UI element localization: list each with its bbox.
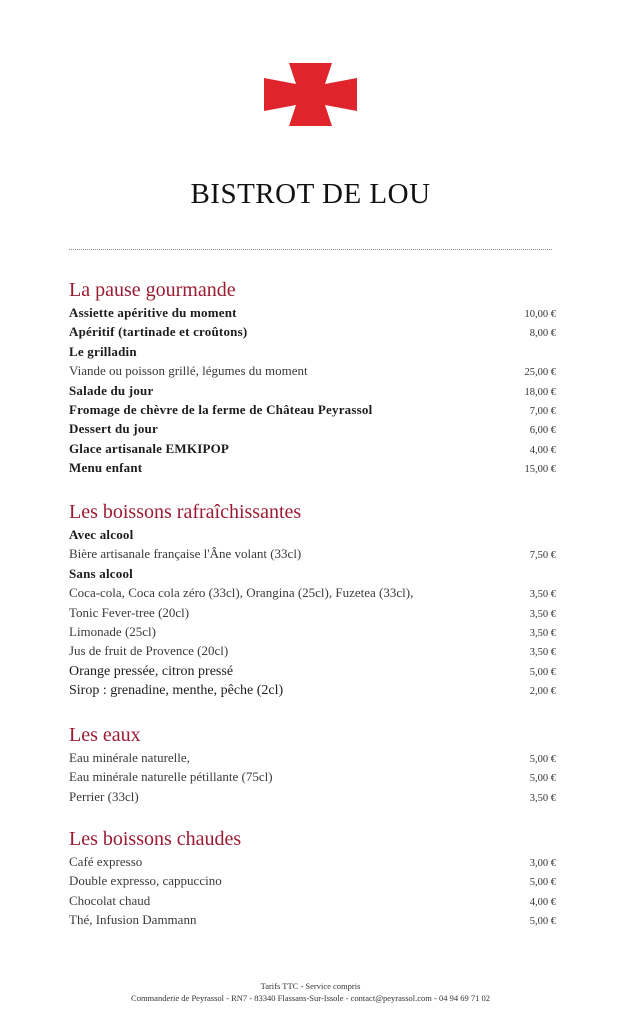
section-title: Les boissons chaudes bbox=[69, 828, 242, 850]
item-label: Jus de fruit de Provence (20cl) bbox=[69, 643, 229, 659]
item-label: Sirop : grenadine, menthe, pêche (2cl) bbox=[69, 683, 284, 699]
item-price: 4,00 € bbox=[529, 444, 556, 456]
item-price: 25,00 € bbox=[524, 367, 556, 379]
section-eaux bbox=[69, 723, 556, 806]
menu-item bbox=[69, 419, 556, 438]
item-label: Chocolat chaud bbox=[69, 892, 151, 908]
red-cross-logo-icon bbox=[264, 63, 357, 126]
item-price: 5,00 € bbox=[529, 916, 556, 928]
item-price: 7,50 € bbox=[529, 550, 556, 562]
menu-item bbox=[69, 787, 556, 806]
menu-item bbox=[69, 400, 556, 419]
menu-item bbox=[69, 439, 556, 458]
section-pause-gourmande bbox=[69, 278, 556, 478]
item-label: Fromage de chèvre de la ferme de Château Peyrassol bbox=[69, 401, 373, 417]
item-price: 2,00 € bbox=[529, 686, 556, 698]
menu-item bbox=[69, 381, 556, 400]
item-label: Perrier (33cl) bbox=[69, 788, 139, 804]
menu-subheading bbox=[69, 564, 556, 583]
menu-item bbox=[69, 910, 556, 929]
item-price: 18,00 € bbox=[524, 386, 556, 398]
item-label: Viande ou poisson grillé, légumes du moment bbox=[69, 363, 308, 379]
item-label: Coca-cola, Coca cola zéro (33cl), Orangina (25cl), Fuzetea (33cl), bbox=[69, 585, 414, 601]
menu-item bbox=[69, 603, 556, 622]
item-price: 5,00 € bbox=[529, 773, 556, 785]
item-label: Thé, Infusion Dammann bbox=[69, 912, 197, 928]
item-label: Le grilladin bbox=[69, 343, 137, 359]
item-label: Bière artisanale française l'Âne volant (33cl) bbox=[69, 546, 302, 562]
menu-item bbox=[69, 767, 556, 786]
menu-item bbox=[69, 748, 556, 767]
menu-item bbox=[69, 622, 556, 641]
item-price: 8,00 € bbox=[529, 328, 556, 340]
item-label: Tonic Fever-tree (20cl) bbox=[69, 604, 190, 620]
menu-item bbox=[69, 583, 556, 602]
item-label: Salade du jour bbox=[69, 382, 154, 398]
menu-item bbox=[69, 544, 556, 563]
menu-subheading bbox=[69, 525, 556, 544]
item-label: Glace artisanale EMKIPOP bbox=[69, 440, 230, 456]
footer bbox=[0, 980, 621, 1004]
section-boissons-chaudes bbox=[69, 827, 556, 930]
item-price: 4,00 € bbox=[529, 896, 556, 908]
item-label: Menu enfant bbox=[69, 460, 143, 476]
section-title: La pause gourmande bbox=[69, 279, 236, 301]
menu-item bbox=[69, 680, 556, 699]
item-price: 6,00 € bbox=[529, 425, 556, 437]
dotted-divider bbox=[69, 249, 552, 250]
item-label: Assiette apéritive du moment bbox=[69, 305, 237, 320]
menu-item bbox=[69, 322, 556, 341]
footer-contact-info: Commanderie de Peyrassol - RN7 - 83340 Flassans-Sur-Issole - contact@peyrassol.com - 04 94 69 71 02 bbox=[131, 993, 490, 1003]
item-price: 15,00 € bbox=[524, 464, 556, 476]
item-price: 5,00 € bbox=[529, 754, 556, 765]
menu-item bbox=[69, 361, 556, 380]
menu-item bbox=[69, 871, 556, 890]
item-price: 3,50 € bbox=[529, 627, 556, 639]
item-label: Café expresso bbox=[69, 854, 143, 869]
item-label: Apéritif (tartinade et croûtons) bbox=[69, 324, 248, 340]
section-title: Les eaux bbox=[69, 724, 141, 746]
menu-item bbox=[69, 303, 556, 322]
footer-pricing-note: Tarifs TTC - Service compris bbox=[260, 981, 361, 991]
item-label: Limonade (25cl) bbox=[69, 623, 156, 639]
item-label: Double expresso, cappuccino bbox=[69, 873, 222, 889]
section-title: Les boissons rafraîchissantes bbox=[69, 501, 302, 523]
item-label: Orange pressée, citron pressé bbox=[69, 663, 234, 679]
menu-item bbox=[69, 661, 556, 680]
menu-item bbox=[69, 852, 556, 871]
item-label: Sans alcool bbox=[69, 565, 133, 581]
item-label: Eau minérale naturelle, bbox=[69, 750, 190, 765]
item-price: 3,00 € bbox=[529, 858, 556, 869]
menu-item bbox=[69, 641, 556, 660]
item-price: 3,50 € bbox=[529, 647, 556, 659]
menu-item bbox=[69, 342, 556, 361]
menu-item bbox=[69, 891, 556, 910]
item-label: Avec alcool bbox=[69, 527, 134, 542]
item-price: 7,00 € bbox=[529, 405, 556, 417]
item-label: Dessert du jour bbox=[69, 421, 158, 437]
item-price: 3,50 € bbox=[529, 792, 556, 804]
restaurant-title: BISTROT DE LOU bbox=[190, 178, 431, 210]
item-price: 10,00 € bbox=[524, 309, 556, 320]
item-price: 5,00 € bbox=[529, 666, 556, 678]
menu-item bbox=[69, 458, 556, 477]
item-price: 3,50 € bbox=[529, 608, 556, 620]
item-price: 5,00 € bbox=[529, 877, 556, 889]
item-price: 3,50 € bbox=[529, 589, 556, 601]
item-label: Eau minérale naturelle pétillante (75cl) bbox=[69, 769, 273, 785]
section-boissons-rafraichissantes bbox=[69, 500, 556, 700]
